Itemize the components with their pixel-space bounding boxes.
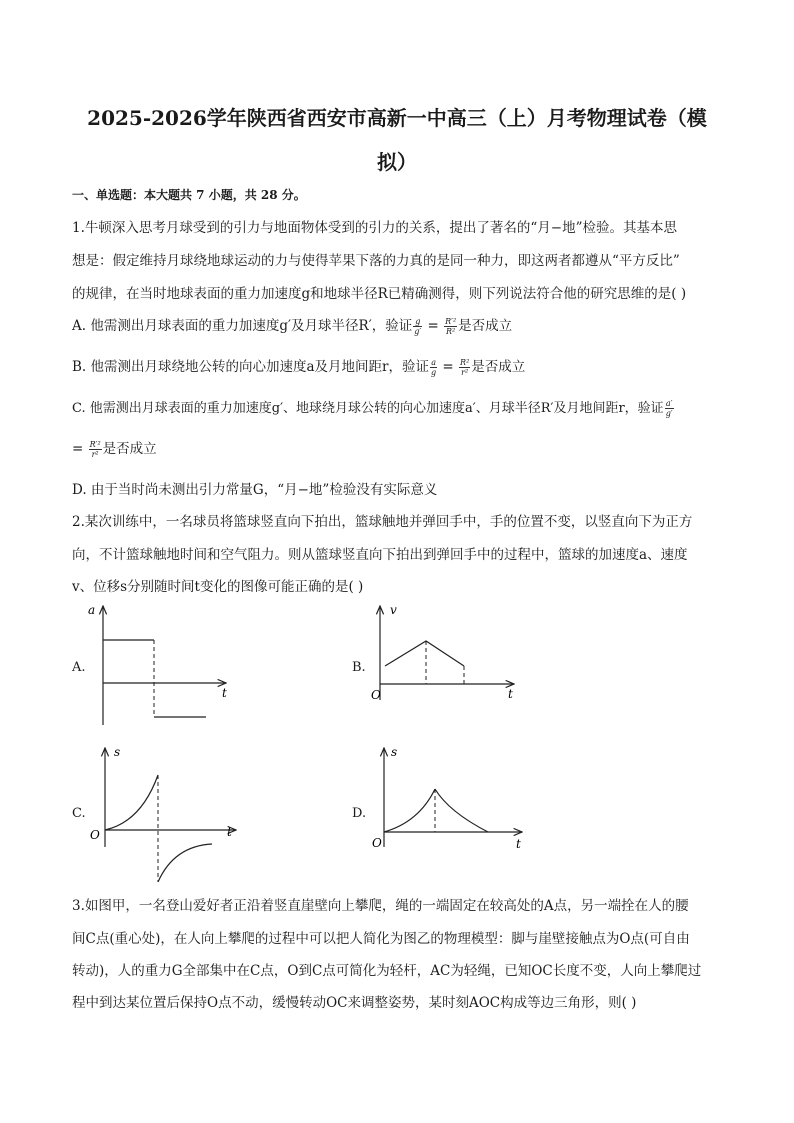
graph-c-y-label: s bbox=[114, 745, 121, 759]
q2-stem-line-1: 2.某次训练中，一名球员将篮球竖直向下拍出，篮球触地并弹回手中，手的位置不变，以竖直向下为正方 bbox=[72, 514, 693, 530]
fraction: $\frac{a}{g}$ bbox=[431, 358, 437, 377]
q1-option-c-line-1: C. 他需测出月球表面的重力加速度g′、地球绕月球公转的向心加速度a′、月球半径R′及月地间距r，验证 $\frac{a'}{g'}$ bbox=[72, 399, 673, 418]
graph-a-x-label: t bbox=[222, 686, 227, 700]
q1-stem-line-1: 1.牛顿深入思考月球受到的引力与地面物体受到的引力的关系，提出了著名的“月−地”检验。其基本思 bbox=[72, 220, 677, 236]
graph-c-lower-curve bbox=[158, 844, 212, 882]
section-heading: 一、单选题：本大题共 7 小题，共 28 分。 bbox=[72, 188, 306, 202]
q3-stem-line-1: 3.如图甲，一名登山爱好者正沿着竖直崖壁向上攀爬，绳的一端固定在较高处的A点，另一端拴在人的腰 bbox=[72, 898, 689, 914]
q2-stem-line-3: v、位移s分别随时间t变化的图像可能正确的是( ) bbox=[72, 579, 364, 595]
graph-d-label: D. bbox=[352, 806, 367, 821]
graph-b-x-label: t bbox=[508, 687, 513, 701]
q1-stem-line-3: 的规律，在当时地球表面的重力加速度g和地球半径R已精确测得，则下列说法符合他的研究思维的是( ) bbox=[72, 286, 687, 302]
graph-c-upper-curve bbox=[105, 775, 158, 830]
graph-c-displacement-time bbox=[86, 742, 246, 902]
fraction: $\frac{g}{g'}$ bbox=[414, 317, 422, 336]
graph-d-displacement-time bbox=[364, 742, 529, 852]
q1-stem-line-2: 想是：假定维持月球绕地球运动的力与使得苹果下落的力真的是同一种力，即这两者都遵从“平方反比” bbox=[72, 253, 680, 269]
graph-d-rising-curve bbox=[384, 789, 435, 832]
graph-a-label: A. bbox=[72, 660, 86, 675]
graph-a-y-label: a bbox=[88, 603, 96, 617]
graph-d-falling-curve bbox=[435, 789, 488, 832]
graph-c-label: C. bbox=[72, 806, 86, 821]
q1-option-b: B. 他需测出月球绕地公转的向心加速度a及月地间距r，验证 $\frac{a}{g}$ = $\frac{\text{R²}}{\text{r²}}$ 是否成立 bbox=[72, 358, 526, 377]
exam-title-line-1: 2025-2026学年陕西省西安市高新一中高三（上）月考物理试卷（模 bbox=[87, 106, 707, 130]
graph-d-y-label: s bbox=[391, 745, 398, 759]
graph-b-origin: O bbox=[371, 688, 381, 702]
q2-stem-line-2: 向，不计篮球触地时间和空气阻力。则从篮球竖直向下拍出到弹回手中的过程中，篮球的加速度a、速度 bbox=[72, 547, 688, 563]
graph-a-acceleration-time bbox=[86, 600, 246, 730]
q1-option-d: D. 由于当时尚未测出引力常量G，“月−地”检验没有实际意义 bbox=[72, 482, 438, 498]
fraction: $\frac{\text{R′²}}{\text{R²}}$ bbox=[445, 317, 457, 336]
graph-d-x-label: t bbox=[516, 837, 521, 851]
q3-stem-line-2: 间C点(重心处)，在人向上攀爬的过程中可以把人简化为图乙的物理模型：脚与崖壁接触点为O点(可自由 bbox=[72, 931, 690, 947]
graph-b-velocity-time bbox=[364, 600, 524, 705]
graph-c-origin: O bbox=[90, 828, 100, 842]
q3-stem-line-4: 程中到达某位置后保持O点不动，缓慢转动OC来调整姿势，某时刻AOC构成等边三角形，则( ) bbox=[72, 995, 637, 1011]
fraction: $\frac{\text{R²}}{\text{r²}}$ bbox=[460, 358, 470, 377]
q1-option-a: A. 他需测出月球表面的重力加速度g′及月球半径R′，验证 $\frac{g}{g'}$ = $\frac{\text{R′²}}{\text{R²}}$ 是否成立 bbox=[72, 317, 513, 336]
q1-option-c-line-2: = $\frac{\text{R′²}}{\text{r²}}$ 是否成立 bbox=[72, 440, 157, 459]
graph-b-velocity-curve bbox=[385, 641, 464, 666]
fraction: $\frac{a'}{g'}$ bbox=[665, 399, 673, 418]
fraction: $\frac{\text{R′²}}{\text{r²}}$ bbox=[89, 440, 101, 459]
graph-b-label: B. bbox=[352, 660, 366, 675]
graph-c-x-label: t bbox=[227, 825, 232, 839]
graph-d-origin: O bbox=[372, 836, 382, 850]
exam-title-line-2: 拟） bbox=[377, 150, 417, 174]
q3-stem-line-3: 转动)，人的重力G全部集中在C点，O到C点可简化为轻杆，AC为轻绳，已知OC长度不变，人向上攀爬过 bbox=[72, 963, 702, 979]
graph-b-y-label: v bbox=[390, 603, 397, 617]
